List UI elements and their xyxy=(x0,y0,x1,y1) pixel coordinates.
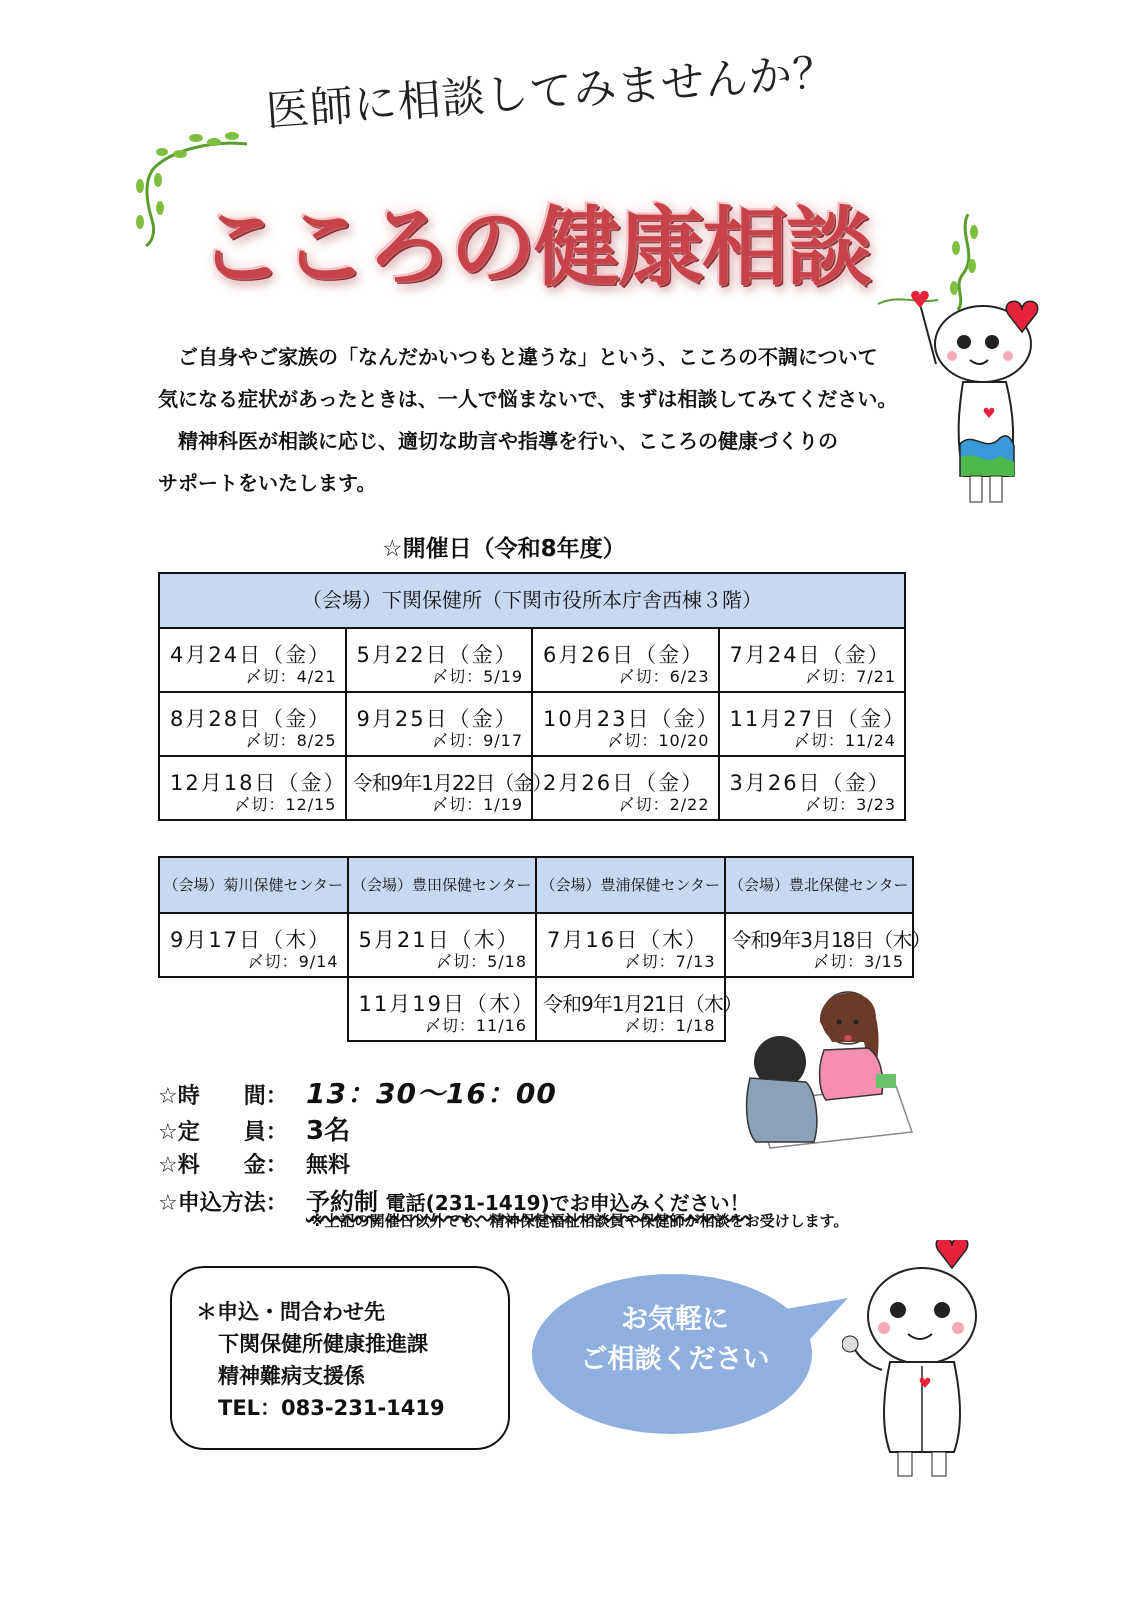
date-cell xyxy=(536,913,725,977)
date-cell xyxy=(159,692,346,756)
apply-method: 予約制 xyxy=(306,1188,378,1216)
capacity-label: ☆定 員： xyxy=(158,1120,288,1145)
date-cell xyxy=(159,756,346,820)
date-cell xyxy=(159,913,348,977)
empty-cell xyxy=(159,977,348,1041)
session-date: 8月28日（金） xyxy=(170,707,332,731)
session-date: 6月26日（金） xyxy=(543,643,705,667)
session-date: 7月24日（金） xyxy=(729,643,891,667)
date-cell xyxy=(719,756,906,820)
bubble-line: お気軽に xyxy=(621,1304,729,1335)
deadline: 〆切：2/22 xyxy=(618,795,710,814)
contact-org: 下関保健所健康推進課 xyxy=(218,1332,428,1356)
session-date: 9月25日（金） xyxy=(356,707,518,731)
intro-line: 精神科医が相談に応じ、適切な助言や指導を行い、こころの健康づくりの xyxy=(158,429,838,453)
page-title: こころの健康相談 xyxy=(198,198,870,298)
deadline: 〆切：5/18 xyxy=(436,952,527,971)
session-date: 令和9年1月21日（木） xyxy=(543,992,742,1016)
session-date: 12月18日（金） xyxy=(170,771,347,795)
date-cell xyxy=(159,628,346,692)
venue-header: （会場）豊北保健センター xyxy=(725,857,914,913)
fee-label: ☆料 金： xyxy=(158,1153,288,1178)
schedule-heading: ☆開催日（令和8年度） xyxy=(382,536,626,562)
session-date: 5月21日（木） xyxy=(358,928,520,952)
note-text: ※上記の開催日以外でも、精神保健福祉相談員や保健師が相談をお受けします。 xyxy=(310,1212,849,1230)
time-label: ☆時 間： xyxy=(158,1084,288,1109)
bubble-text xyxy=(575,1300,775,1380)
deadline: 〆切：7/21 xyxy=(805,667,896,686)
date-cell xyxy=(725,913,931,977)
deadline: 〆切：11/16 xyxy=(424,1016,527,1035)
deadline: 〆切：1/18 xyxy=(624,1016,716,1035)
fee-value: 無料 xyxy=(306,1153,351,1178)
deadline: 〆切：12/15 xyxy=(234,795,337,814)
deadline: 〆切：7/13 xyxy=(624,952,716,971)
capacity-value: 3名 xyxy=(306,1116,351,1146)
date-cell xyxy=(719,692,906,756)
session-date: 11月19日（木） xyxy=(358,992,535,1016)
session-date: 令和9年3月18日（木） xyxy=(731,928,931,952)
date-cell xyxy=(346,628,533,692)
date-cell xyxy=(346,692,533,756)
date-cell xyxy=(348,913,537,977)
date-cell xyxy=(536,977,742,1041)
session-date: 3月26日（金） xyxy=(729,771,891,795)
date-cell xyxy=(348,977,537,1041)
session-date: 9月17日（木） xyxy=(170,928,332,952)
time-value: 13：30～16：00 xyxy=(306,1077,557,1110)
venue-header: （会場）豊浦保健センター xyxy=(536,857,725,913)
contact-box xyxy=(170,1266,510,1450)
fee-row xyxy=(158,1148,350,1179)
subtitle: 医師に相談してみませんか？ xyxy=(264,47,839,138)
session-date: 7月16日（木） xyxy=(547,928,709,952)
apply-detail: 電話(231-1419)でお申込みください！ xyxy=(385,1191,750,1215)
deadline: 〆切：10/20 xyxy=(607,731,710,750)
intro-line: 気になる症状があったときは、一人で悩まないで、まずは相談してみてください。 xyxy=(158,387,898,411)
session-date: 11月27日（金） xyxy=(729,707,906,731)
capacity-row xyxy=(158,1110,350,1147)
main-venue-schedule-table xyxy=(158,572,906,821)
deadline: 〆切：6/23 xyxy=(618,667,710,686)
date-cell xyxy=(532,756,719,820)
deadline: 〆切：3/15 xyxy=(813,952,904,971)
session-date: 令和9年1月22日（金） xyxy=(352,771,552,795)
session-date: 4月24日（金） xyxy=(170,643,332,667)
date-cell xyxy=(532,628,719,692)
deadline: 〆切：3/23 xyxy=(805,795,896,814)
date-cell xyxy=(346,756,552,820)
venue-header: （会場）下関保健所（下関市役所本庁舎西棟３階） xyxy=(159,573,905,628)
deadline: 〆切：5/19 xyxy=(432,667,523,686)
date-cell xyxy=(719,628,906,692)
deadline: 〆切：8/25 xyxy=(245,731,337,750)
intro-line: サポートをいたします。 xyxy=(158,471,377,495)
date-cell xyxy=(532,692,719,756)
intro-text xyxy=(158,336,918,504)
venue-header: （会場）菊川保健センター xyxy=(159,857,348,913)
time-row xyxy=(158,1072,557,1112)
contact-heading: ＊申込・問合わせ先 xyxy=(196,1300,385,1324)
intro-line: ご自身やご家族の「なんだかいつもと違うな」という、こころの不調について xyxy=(158,345,878,369)
session-date: 10月23日（金） xyxy=(543,707,720,731)
deadline: 〆切：1/19 xyxy=(432,795,523,814)
deadline: 〆切：9/17 xyxy=(432,731,523,750)
deadline: 〆切：11/24 xyxy=(793,731,896,750)
venue-header: （会場）豊田保健センター xyxy=(348,857,537,913)
deadline: 〆切：9/14 xyxy=(247,952,339,971)
session-date: 2月26日（金） xyxy=(543,771,705,795)
deadline: 〆切：4/21 xyxy=(245,667,337,686)
session-date: 5月22日（金） xyxy=(356,643,518,667)
contact-section: 精神難病支援係 xyxy=(218,1364,365,1388)
contact-tel: TEL：083-231-1419 xyxy=(218,1396,445,1420)
bubble-line: ご相談ください xyxy=(580,1344,770,1375)
apply-label: ☆申込方法： xyxy=(158,1191,288,1216)
consultation-illustration xyxy=(736,982,916,1157)
doctor-mascot-illustration xyxy=(842,1240,1002,1480)
